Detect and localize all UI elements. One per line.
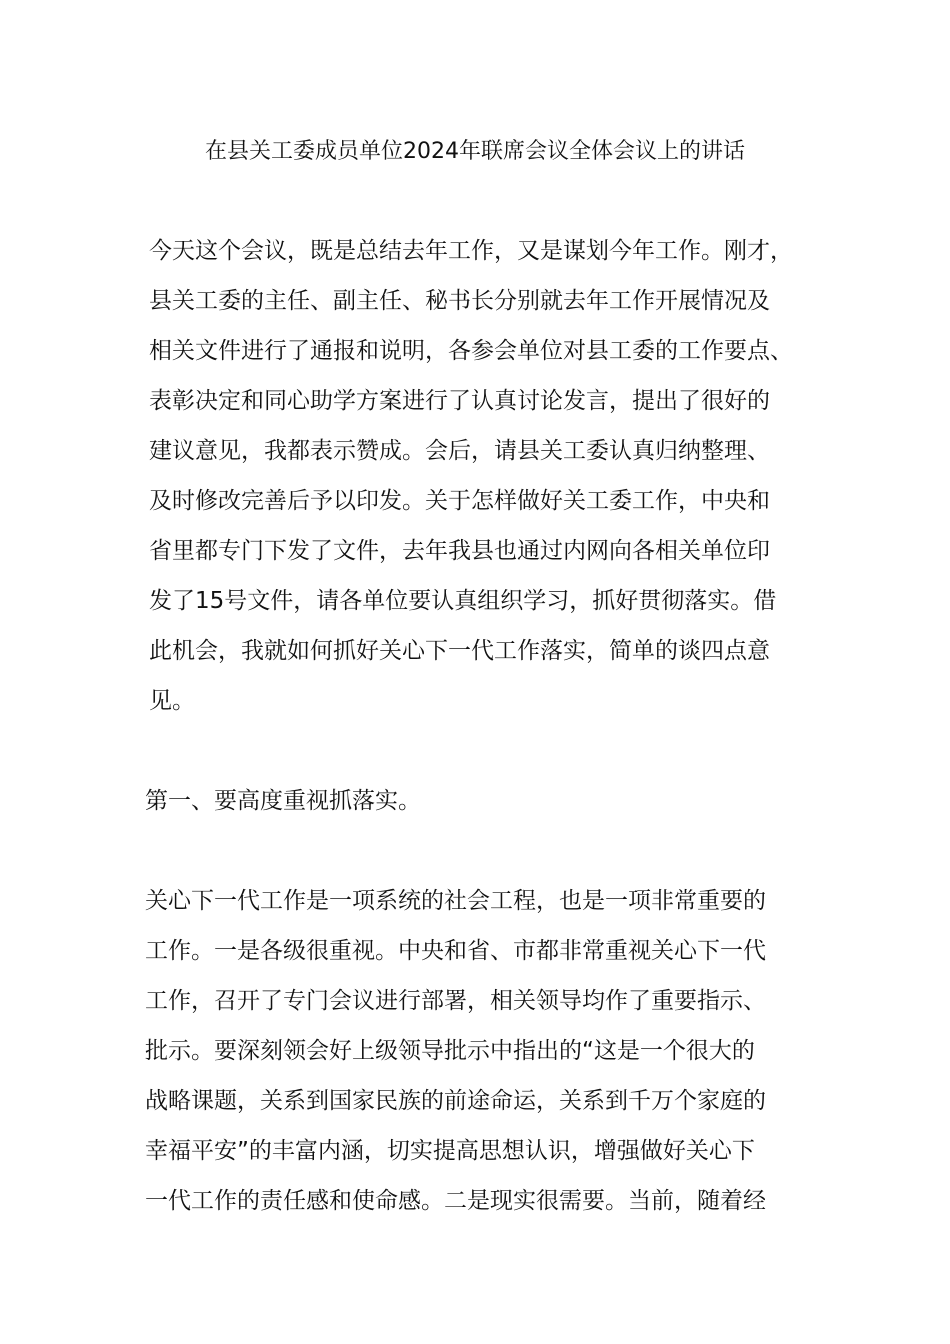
paragraph-section-1 (145, 876, 810, 1226)
document-body (145, 226, 810, 1226)
text-line: 工作。一是各级很重视。中央和省、市都非常重视关心下一代 (145, 938, 766, 964)
text-line: 见。 (149, 688, 195, 714)
text-line: 此机会，我就如何抓好关心下一代工作落实，简单的谈四点意 (149, 638, 770, 664)
document-title: 在县关工委成员单位2024年联席会议全体会议上的讲话 (205, 139, 745, 164)
paragraph-spacer (145, 826, 810, 876)
text-line: 相关文件进行了通报和说明，各参会单位对县工委的工作要点、 (149, 338, 793, 364)
paragraph-intro (145, 226, 810, 726)
section-heading-1 (145, 776, 810, 826)
text-line: 发了15号文件，请各单位要认真组织学习，抓好贯彻落实。借 (149, 588, 777, 614)
text-line: 建议意见，我都表示赞成。会后，请县关工委认真归纳整理、 (149, 438, 770, 464)
text-line: 工作，召开了专门会议进行部署，相关领导均作了重要指示、 (145, 988, 766, 1014)
text-line: 表彰决定和同心助学方案进行了认真讨论发言，提出了很好的 (149, 388, 770, 414)
text-line: 战略课题，关系到国家民族的前途命运，关系到千万个家庭的 (145, 1088, 766, 1114)
text-line: 及时修改完善后予以印发。关于怎样做好关工委工作，中央和 (149, 488, 770, 514)
text-line: 第一、要高度重视抓落实。 (145, 788, 421, 814)
text-line: 幸福平安”的丰富内涵，切实提高思想认识，增强做好关心下 (145, 1138, 755, 1164)
text-line: 一代工作的责任感和使命感。二是现实很需要。当前，随着经 (145, 1188, 766, 1214)
text-line: 关心下一代工作是一项系统的社会工程，也是一项非常重要的 (145, 888, 766, 914)
text-line: 县关工委的主任、副主任、秘书长分别就去年工作开展情况及 (149, 288, 770, 314)
text-line: 今天这个会议，既是总结去年工作，又是谋划今年工作。刚才， (149, 238, 793, 264)
text-line: 批示。要深刻领会好上级领导批示中指出的“这是一个很大的 (145, 1038, 755, 1064)
text-line: 省里都专门下发了文件，去年我县也通过内网向各相关单位印 (149, 538, 770, 564)
paragraph-spacer (145, 726, 810, 776)
